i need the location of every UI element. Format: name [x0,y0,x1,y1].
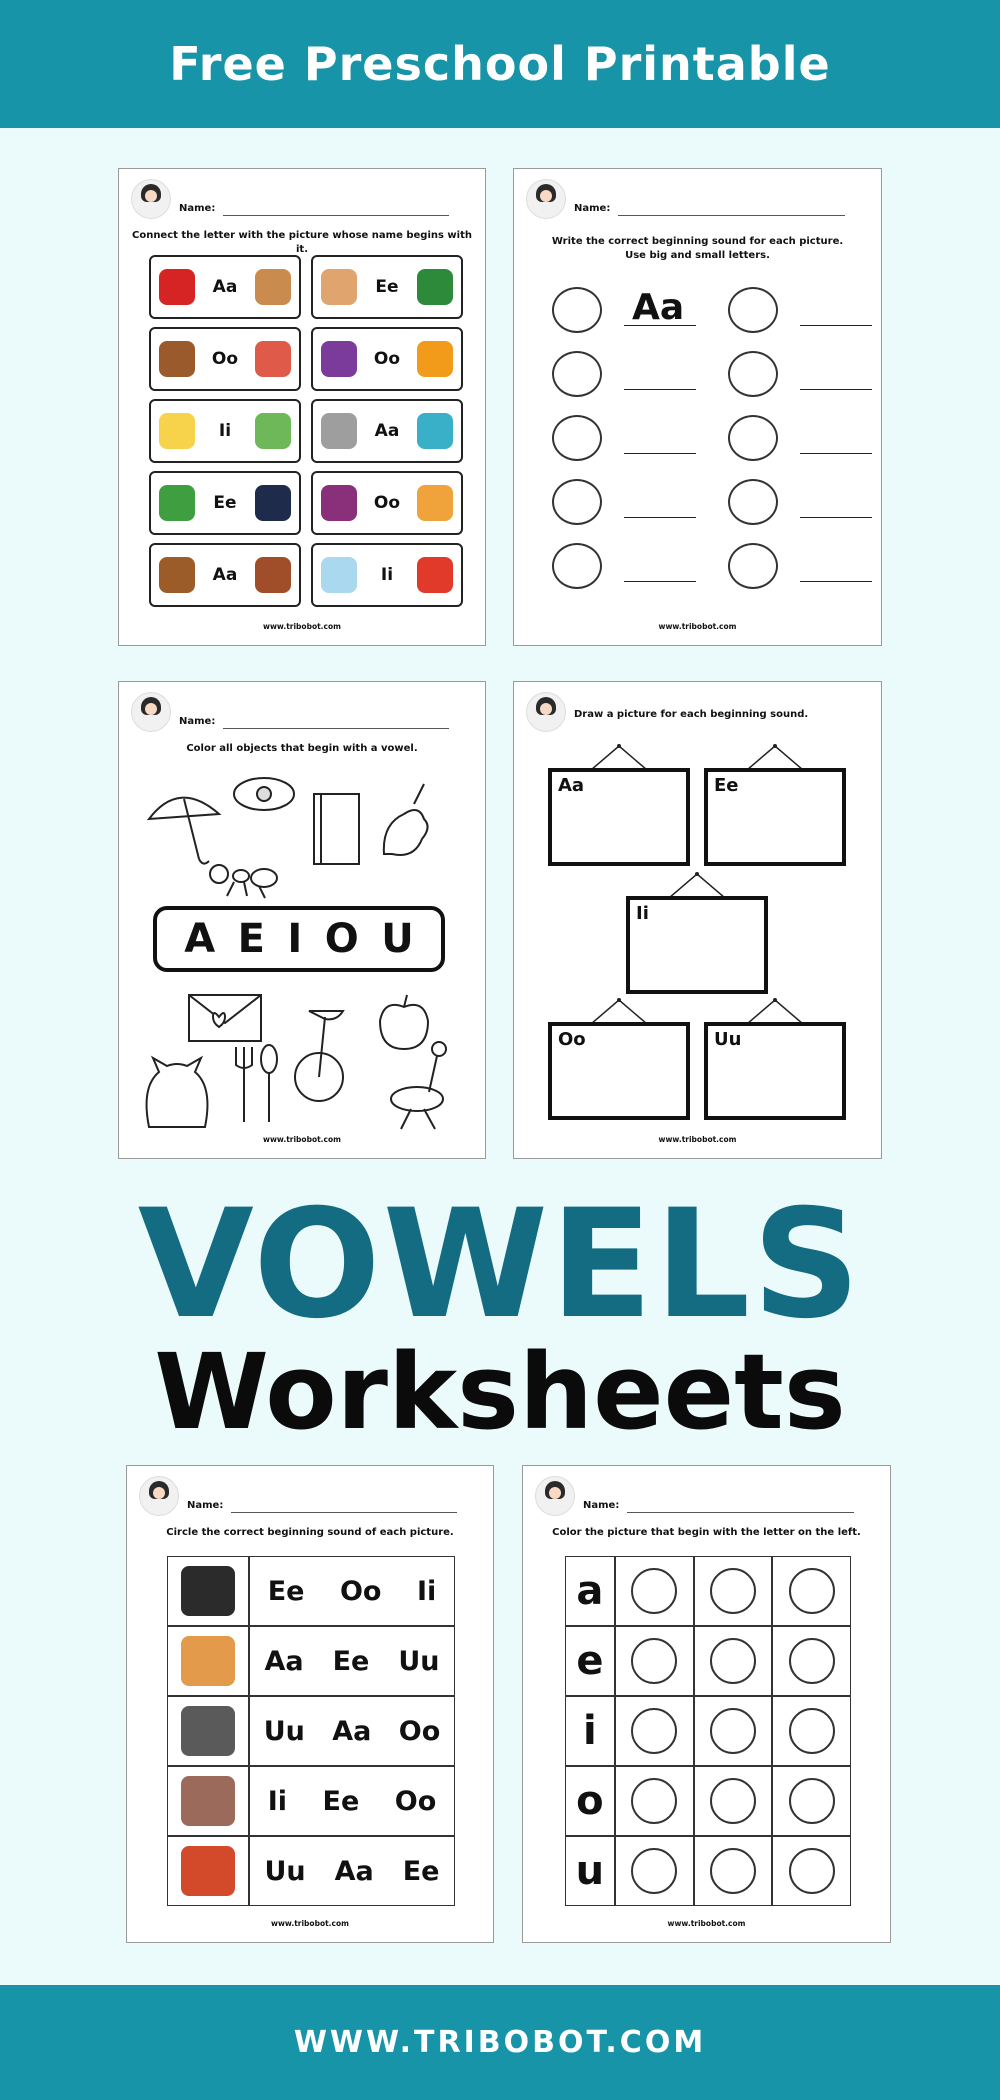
row-letter: a [576,1568,604,1614]
connect-card [149,327,301,391]
sheet-header [526,179,845,223]
picture-cell[interactable] [694,1626,773,1696]
write-line[interactable] [624,389,696,390]
old-woman-icon [181,1776,235,1826]
instruction: Color the picture that begin with the letter on the left. [552,1527,861,1538]
apple-icon [159,269,195,305]
ant-icon [181,1846,235,1896]
table-row [167,1836,455,1906]
table-row [167,1626,455,1696]
option-ii[interactable]: Ii [416,1575,437,1607]
write-line[interactable] [800,581,872,582]
drawing-frame[interactable] [548,768,690,866]
vowel-u: U [381,916,414,962]
picture-cell [167,1766,249,1836]
option-ee[interactable]: Ee [322,1785,360,1817]
sheet-header [131,179,449,223]
hanger-icon [745,998,805,1024]
island-icon [255,413,291,449]
picture-cell[interactable] [772,1766,851,1836]
frame-letter: Ee [714,775,739,796]
onion-icon [321,485,357,521]
anchor-icon [789,1848,835,1894]
picture-cell[interactable] [615,1836,694,1906]
book-icon [710,1778,756,1824]
ant-icon [210,865,277,898]
card-letter: Ee [213,493,237,513]
elephant-icon [631,1568,677,1614]
apple-icon [380,995,428,1049]
table-row [167,1696,455,1766]
connect-card [311,327,463,391]
drawing-frame[interactable] [704,1022,846,1120]
orange-icon [789,1778,835,1824]
instruction: Circle the correct beginning sound of each picture. [166,1527,454,1538]
drawing-frame[interactable] [548,1022,690,1120]
instruction: Color all objects that begin with a vowel. [186,743,418,754]
picture-cell[interactable] [772,1626,851,1696]
option-ee[interactable]: Ee [267,1575,305,1607]
card-letter: Aa [212,277,238,297]
card-letter: Ii [380,565,394,585]
egg-icon [234,778,294,810]
umbrella-icon [728,351,778,397]
connect-card [311,399,463,463]
connect-card [149,471,301,535]
card-letter: Aa [374,421,400,441]
connect-card [149,399,301,463]
site-footer: www.tribobot.com [263,622,341,631]
option-oo[interactable]: Oo [394,1785,437,1817]
book-icon [314,794,359,864]
top-banner [0,0,1000,128]
umbrella-icon [631,1778,677,1824]
apple-icon [552,287,602,333]
picture-cell[interactable] [615,1696,694,1766]
frame-letter: Ii [636,903,649,924]
ostrich-icon [391,1042,446,1129]
option-ee[interactable]: Ee [402,1855,440,1887]
injection-icon [728,479,778,525]
letter-cell [565,1696,615,1766]
table-row [565,1836,851,1906]
write-line[interactable] [800,389,872,390]
row-letter: u [575,1848,605,1894]
hanger-icon [745,744,805,770]
write-line[interactable] [800,453,872,454]
row-letter: e [576,1638,604,1684]
table-row [167,1556,455,1626]
sheet-header [535,1476,854,1520]
title-worksheets: Worksheets [154,1331,846,1453]
site-footer: www.tribobot.com [263,1135,341,1144]
table-row [565,1696,851,1766]
hanger-icon [589,998,649,1024]
octopus-icon [255,341,291,377]
cat-icon [321,413,357,449]
instruction-line-1: Write the correct beginning sound for each picture. [551,236,844,247]
unicorn-icon [710,1848,756,1894]
worksheet-circle-sound [126,1465,494,1943]
octopus-icon [552,479,602,525]
write-line[interactable] [624,453,696,454]
drawing-frame[interactable] [704,768,846,866]
picture-cell[interactable] [615,1626,694,1696]
site-footer: www.tribobot.com [667,1919,746,1928]
vowel-o: O [324,916,359,962]
unicorn-icon [384,784,428,855]
worksheet-draw-picture [513,681,882,1159]
avatar-icon [526,692,566,732]
option-aa[interactable]: Aa [332,1715,372,1747]
egg-icon [631,1848,677,1894]
name-label: Name: [187,1500,224,1511]
teddy-bear-icon [789,1638,835,1684]
option-ii[interactable]: Ii [267,1785,288,1817]
frame-letter: Uu [714,1029,742,1050]
name-line [231,1512,457,1513]
pizza-icon [417,485,453,521]
ink-icon [631,1708,677,1754]
banner-title: Free Preschool Printable [169,37,831,91]
ark-icon [159,557,195,593]
option-ee[interactable]: Ee [332,1645,370,1677]
worksheet-color-letter [522,1465,891,1943]
letter-cell [565,1626,615,1696]
site-url: WWW.TRIBOBOT.COM [293,2025,707,2060]
example-answer: Aa [632,287,685,328]
row-letter: o [576,1778,604,1824]
table-row [565,1626,851,1696]
card-letter: Ee [375,277,399,297]
avatar-icon [535,1476,575,1516]
picture-cell[interactable] [772,1836,851,1906]
card-letter: Ii [218,421,232,441]
egg-icon [181,1636,235,1686]
avatar-icon [131,692,171,732]
parrot-icon [417,269,453,305]
site-footer: www.tribobot.com [658,1135,737,1144]
letter-cell [565,1556,615,1626]
worksheet-connect [118,168,486,646]
option-aa[interactable]: Aa [334,1855,374,1887]
drawing-frame[interactable] [626,896,768,994]
top-objects [119,764,486,904]
card-letter: Aa [212,565,238,585]
option-oo[interactable]: Oo [339,1575,382,1607]
ice-cube-icon [552,351,602,397]
door-icon [159,341,195,377]
vowel-a: A [184,916,216,962]
egg-icon [321,269,357,305]
vowel-box [153,906,445,972]
card-letter: Oo [373,493,401,513]
elf-icon [159,485,195,521]
options-cell [249,1766,455,1836]
donut-icon [789,1708,835,1754]
options-cell [249,1696,455,1766]
name-line [223,215,449,216]
umbrella-icon [149,798,219,864]
name-line [618,215,845,216]
bottom-banner [0,1985,1000,2100]
ball-icon [710,1568,756,1614]
box-icon [255,269,291,305]
options-cell [249,1626,455,1696]
card-letter: Oo [373,349,401,369]
instruction [524,235,871,263]
picture-cell [167,1626,249,1696]
picture-cell[interactable] [694,1556,773,1626]
ink-icon [181,1566,235,1616]
name-label: Name: [583,1500,620,1511]
elf-icon [710,1638,756,1684]
leaf-icon [631,1638,677,1684]
picture-cell[interactable] [694,1836,773,1906]
orange-icon [728,415,778,461]
egg-icon [728,287,778,333]
instruction: Draw a picture for each beginning sound. [574,709,809,720]
option-oo[interactable]: Oo [398,1715,441,1747]
ice-icon [321,557,357,593]
apple-icon [789,1568,835,1614]
fries-icon [417,557,453,593]
bottom-objects [119,987,486,1137]
worksheet-color-vowel [118,681,486,1159]
fork-spoon-icon [181,1706,235,1756]
picture-cell[interactable] [772,1696,851,1766]
options-cell [249,1836,455,1906]
connect-card [311,255,463,319]
title-vowels: VOWELS [137,1178,863,1352]
hanger-icon [589,744,649,770]
letter-cell [565,1836,615,1906]
site-footer: www.tribobot.com [658,622,737,631]
envelope-icon [189,995,261,1041]
connect-card [149,255,301,319]
picture-cell [167,1556,249,1626]
frame-letter: Oo [558,1029,586,1050]
write-line[interactable] [624,517,696,518]
name-line [627,1512,854,1513]
avatar-icon [131,179,171,219]
name-label: Name: [179,716,216,727]
igloo-icon [552,543,602,589]
picture-cell[interactable] [694,1696,773,1766]
avatar-icon [526,179,566,219]
orange-icon [417,341,453,377]
picture-cell[interactable] [615,1766,694,1836]
name-line [223,728,449,729]
table-row [167,1766,455,1836]
picture-cell [167,1696,249,1766]
sun-icon [159,413,195,449]
picture-cell[interactable] [772,1556,851,1626]
connect-card [311,471,463,535]
vowel-i: I [287,916,303,962]
picture-cell[interactable] [694,1766,773,1836]
site-footer: www.tribobot.com [271,1919,349,1928]
card-letter: Oo [211,349,239,369]
connect-card [149,543,301,607]
hanger-icon [667,872,727,898]
write-line[interactable] [800,517,872,518]
box-icon [710,1708,756,1754]
vowel-e: E [237,916,265,962]
police-icon [255,485,291,521]
grapes-icon [321,341,357,377]
write-line[interactable] [800,325,872,326]
unicycle-icon [295,1011,343,1101]
write-line[interactable] [624,581,696,582]
cat-icon [147,1058,208,1127]
option-aa[interactable]: Aa [264,1645,304,1677]
hut-icon [255,557,291,593]
connect-card [311,543,463,607]
fork-spoon-icon [236,1045,277,1122]
table-row [565,1766,851,1836]
picture-cell [167,1836,249,1906]
option-uu[interactable]: Uu [264,1855,306,1887]
sheet-header [139,1476,457,1520]
instruction-line-2: Use big and small letters. [625,250,770,261]
avatar-icon [139,1476,179,1516]
ant-icon [728,543,778,589]
letter-cell [565,1766,615,1836]
option-uu[interactable]: Uu [263,1715,305,1747]
name-label: Name: [574,203,611,214]
unicycle-icon [552,415,602,461]
name-label: Name: [179,203,216,214]
instruction: Connect the letter with the picture whose name begins with it. [131,230,472,255]
table-row [565,1556,851,1626]
picture-cell[interactable] [615,1556,694,1626]
row-letter: i [583,1708,597,1754]
frame-letter: Aa [558,775,585,796]
options-cell [249,1556,455,1626]
worksheet-write-sound [513,168,882,646]
anchor-icon [417,413,453,449]
sheet-header [131,692,449,736]
option-uu[interactable]: Uu [398,1645,440,1677]
